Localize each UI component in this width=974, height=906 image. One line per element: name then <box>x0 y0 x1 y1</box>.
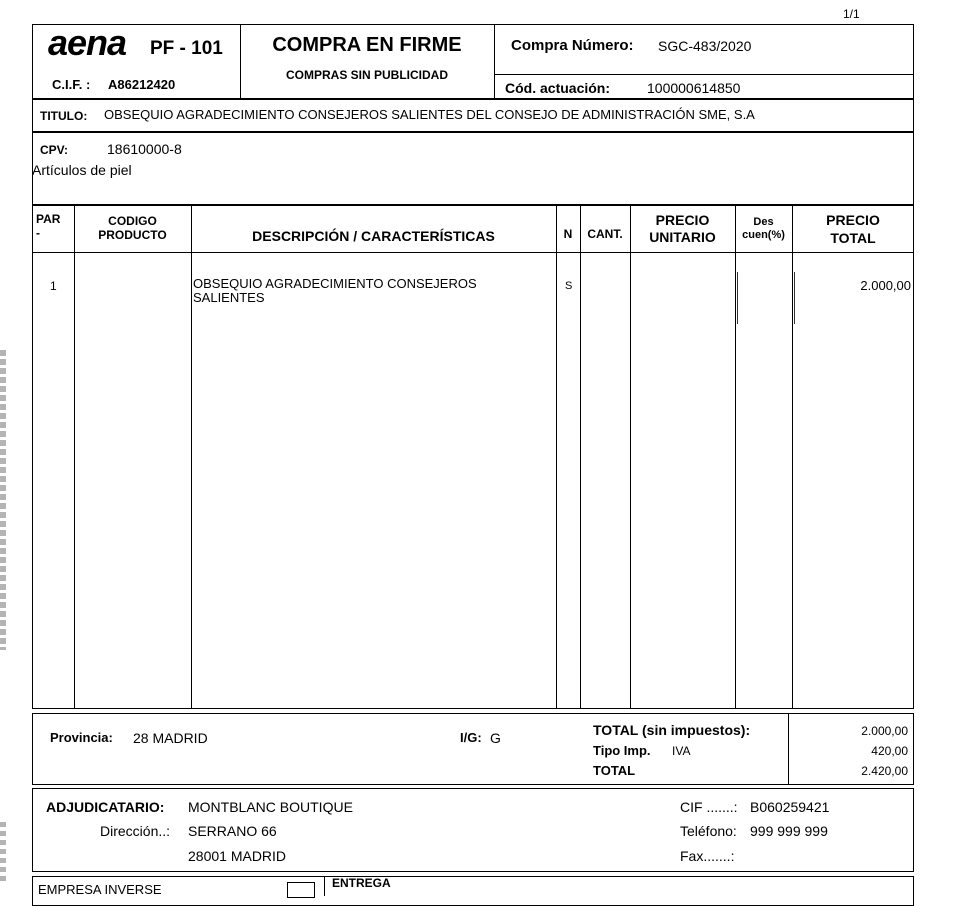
adjudicatario-name: MONTBLANC BOUTIQUE <box>188 799 353 815</box>
empresa-label: EMPRESA INVERSE <box>38 882 162 897</box>
adjudicatario-label: ADJUDICATARIO: <box>46 799 165 815</box>
purchase-number-value: SGC-483/2020 <box>658 38 752 54</box>
titulo-label: TITULO: <box>40 109 88 123</box>
provincia-label: Provincia: <box>50 730 113 745</box>
cif-value: A86212420 <box>108 77 176 92</box>
row-1-n: S <box>565 280 573 292</box>
header-precio-total: PRECIO TOTAL <box>826 212 880 246</box>
titulo-value: OBSEQUIO AGRADECIMIENTO CONSEJEROS SALIENTES DEL CONSEJO DE ADMINISTRACIÓN SME, S.A <box>104 107 755 122</box>
purchase-number-label: Compra Número: <box>511 37 634 54</box>
col-divider-codigo <box>191 205 192 709</box>
header-cant: CANT. <box>587 227 623 241</box>
fax-label: Fax.......: <box>680 848 735 864</box>
telefono-label: Teléfono: <box>680 823 737 839</box>
margin-stamp-tail <box>0 822 6 882</box>
cpv-description: Artículos de piel <box>32 162 132 178</box>
form-code: PF - 101 <box>150 38 223 59</box>
header-par: PAR - <box>36 212 61 240</box>
direccion-line1: SERRANO 66 <box>188 823 277 839</box>
row-1-mark-b <box>794 272 795 324</box>
telefono-value: 999 999 999 <box>750 823 828 839</box>
totals-box <box>32 713 914 785</box>
col-divider-cant <box>630 205 631 709</box>
col-divider-precio <box>735 205 736 709</box>
footer-divider <box>324 876 325 896</box>
footer-box <box>32 876 914 906</box>
page-number: 1/1 <box>843 7 860 21</box>
ig-value: G <box>490 730 501 746</box>
header-descripcion: DESCRIPCIÓN / CARACTERÍSTICAS <box>252 228 495 244</box>
cif-label: C.I.F. : <box>52 77 91 92</box>
row-1-mark-a <box>737 272 738 324</box>
row-1-par: 1 <box>50 279 57 293</box>
header-divider-2 <box>494 24 495 99</box>
action-code-label: Cód. actuación: <box>505 80 611 96</box>
ig-label: I/G: <box>460 730 482 745</box>
cpv-code: 18610000-8 <box>107 141 182 157</box>
document-title: COMPRA EN FIRME <box>272 34 462 56</box>
totals-divider <box>788 713 789 785</box>
header-precio-unitario: PRECIO UNITARIO <box>649 212 716 245</box>
col-divider-desc <box>556 205 557 709</box>
cpv-label: CPV: <box>40 143 69 157</box>
direccion-line2: 28001 MADRID <box>188 848 287 864</box>
header-right-split <box>494 74 914 75</box>
col-divider-par <box>74 205 75 709</box>
action-code-value: 100000614850 <box>647 80 741 96</box>
items-table-header-divider <box>32 252 914 253</box>
direccion-label: Dirección..: <box>100 823 171 839</box>
empresa-checkbox[interactable] <box>287 882 315 898</box>
header-codigo: CODIGO PRODUCTO <box>98 214 167 242</box>
cif-supplier-value: B060259421 <box>750 799 830 815</box>
header-n: N <box>563 227 573 241</box>
tipo-imp-label: Tipo Imp. <box>593 743 651 758</box>
total-sin-value: 2.000,00 <box>861 724 908 738</box>
header-descuento: Des cuen(%) <box>742 216 785 241</box>
margin-stamp <box>0 350 6 650</box>
total-sin-label: TOTAL (sin impuestos): <box>593 722 751 738</box>
col-divider-n <box>580 205 581 709</box>
cif-supplier-label: CIF .......: <box>680 799 738 815</box>
entrega-label: ENTREGA <box>332 876 391 890</box>
total-label: TOTAL <box>593 763 636 778</box>
aena-logo: aena <box>48 22 127 63</box>
row-1-precio-total: 2.000,00 <box>860 278 911 293</box>
total-value: 2.420,00 <box>861 764 908 778</box>
document-subtitle: COMPRAS SIN PUBLICIDAD <box>285 68 448 82</box>
tipo-imp-value: IVA <box>672 744 691 758</box>
tipo-imp-amount: 420,00 <box>871 744 908 758</box>
row-1-descripcion: OBSEQUIO AGRADECIMIENTO CONSEJEROS SALIENTES <box>193 276 477 305</box>
provincia-value: 28 MADRID <box>133 730 208 746</box>
